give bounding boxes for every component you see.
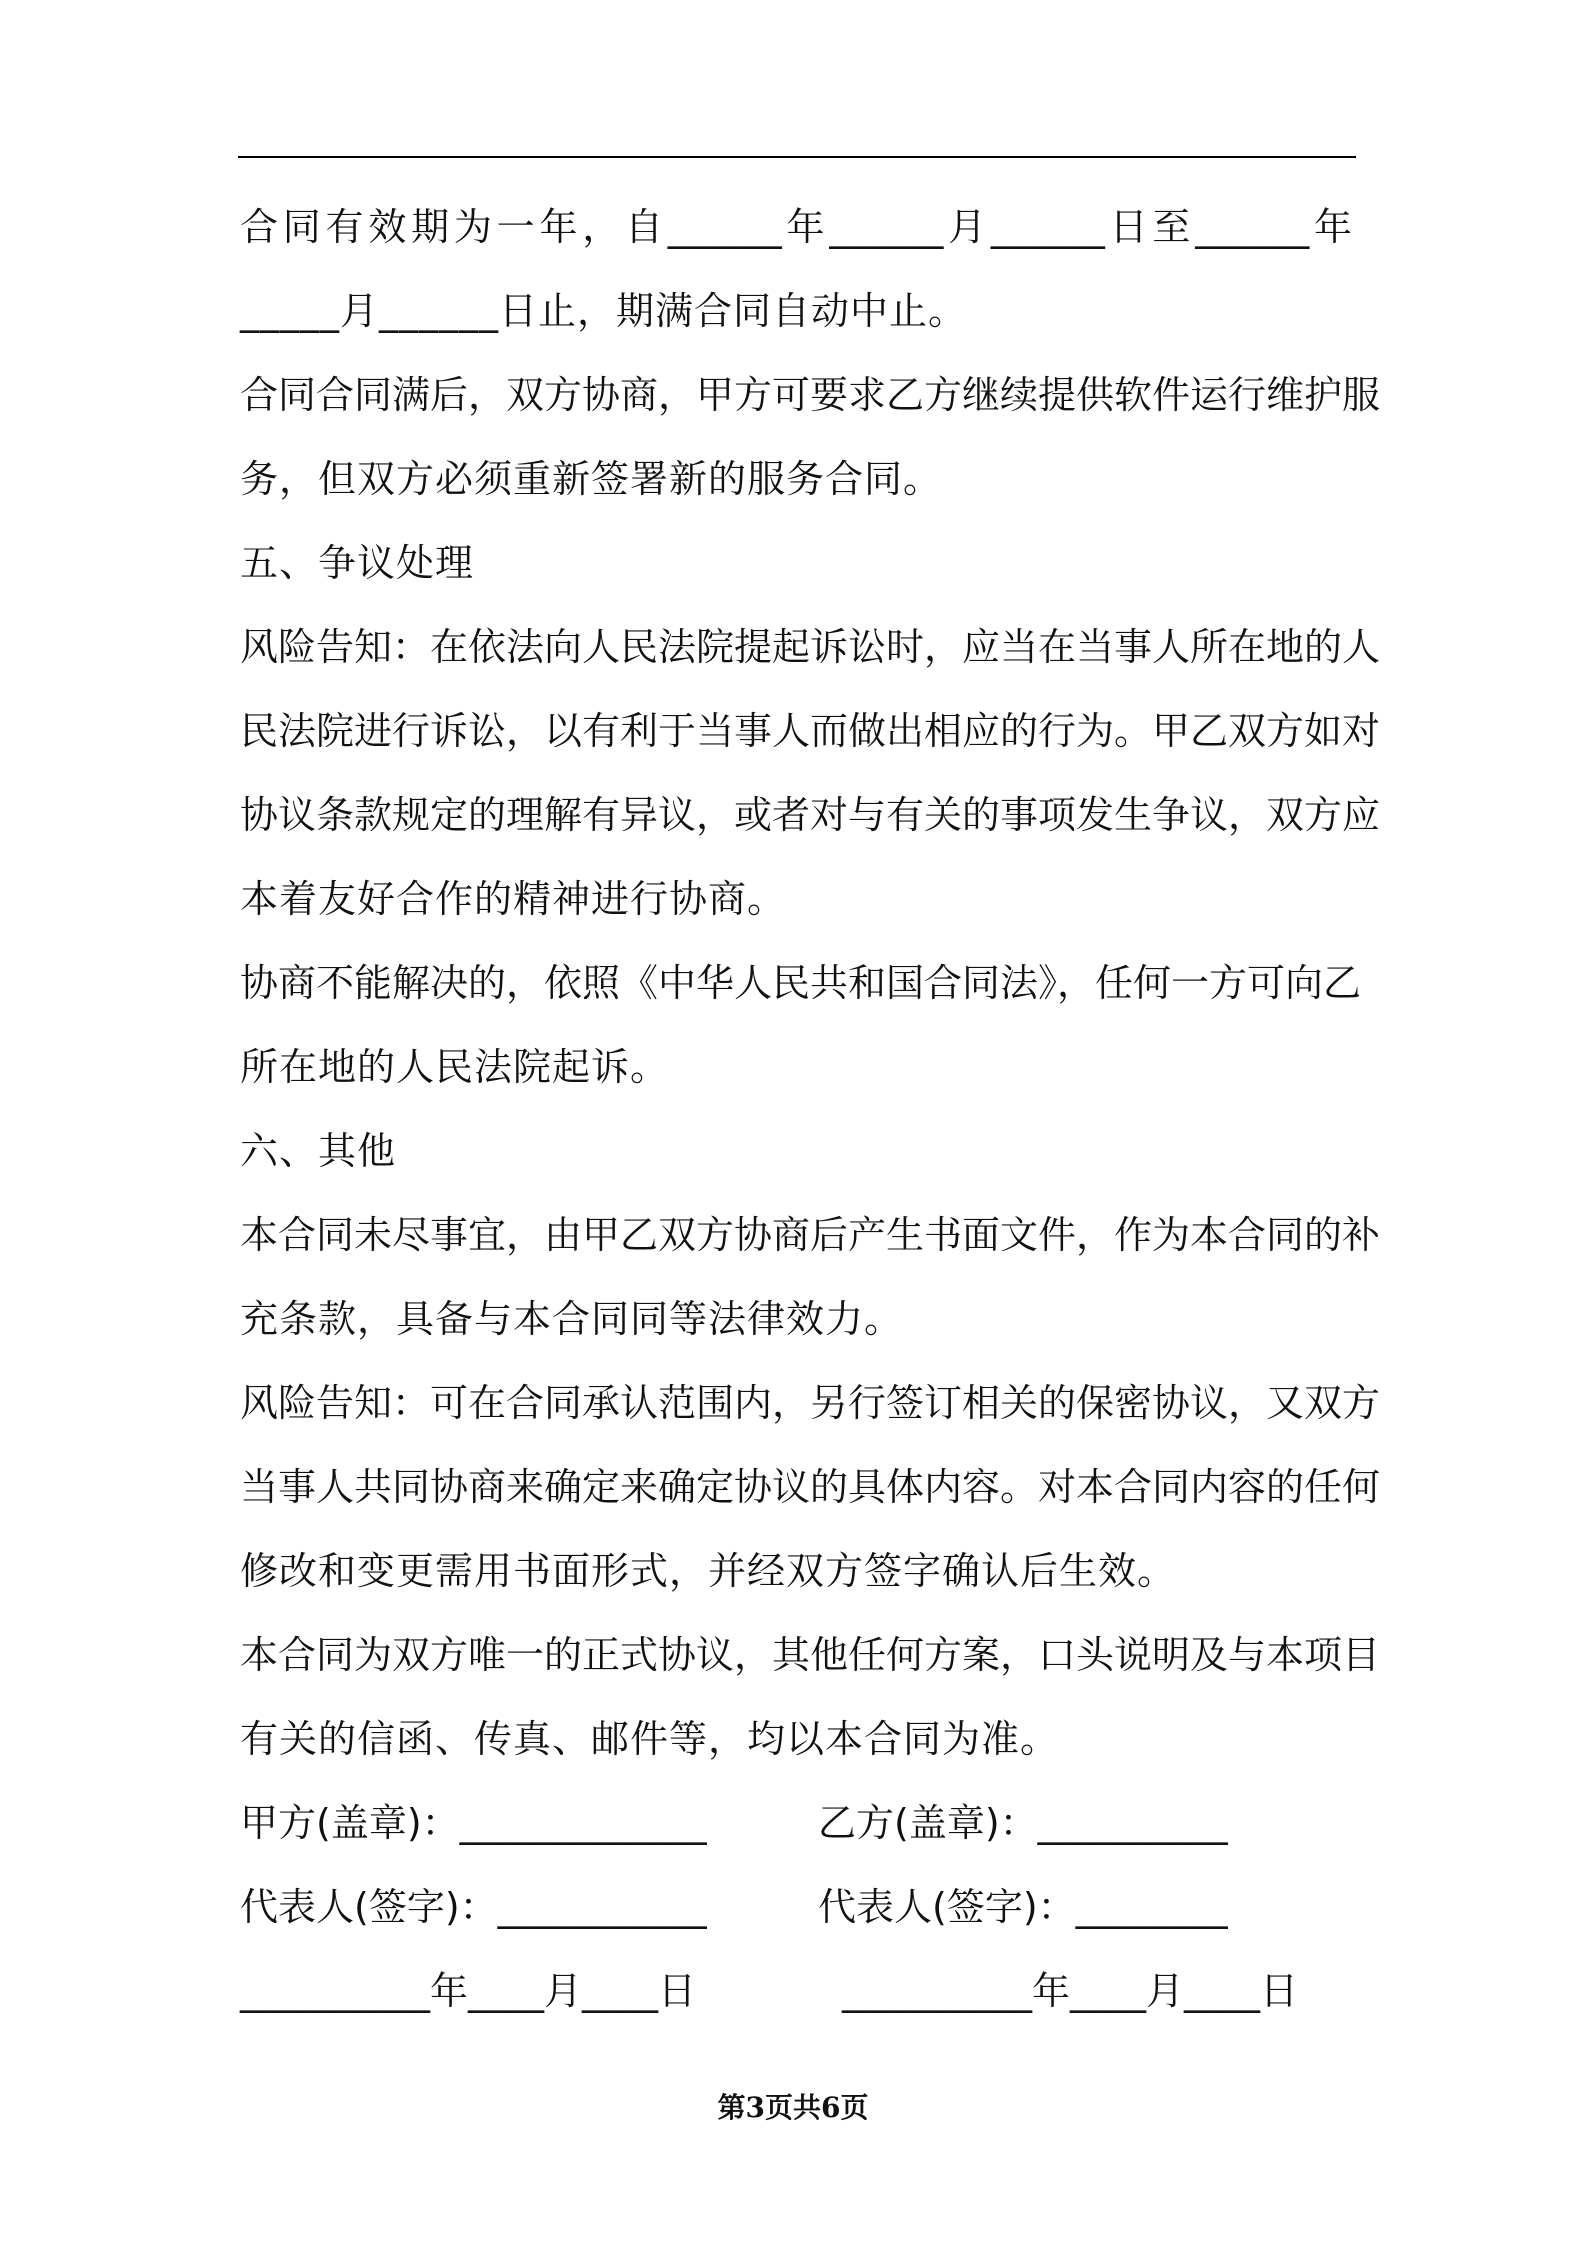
text-line: 修改和变更需用书面形式，并经双方签字确认后生效。 bbox=[240, 1549, 1177, 1593]
party-a-date-field: __________年____月____日 bbox=[240, 1969, 697, 2013]
text-line: 充条款，具备与本合同同等法律效力。 bbox=[240, 1297, 904, 1341]
text-line: 合同合同满后，双方协商，甲方可要求乙方继续提供软件运行维护服 bbox=[240, 373, 1381, 417]
text-line: 风险告知：在依法向人民法院提起诉讼时，应当在当事人所在地的人 bbox=[240, 625, 1381, 669]
party-a-seal-field: 甲方(盖章)：_____________ bbox=[240, 1801, 707, 1845]
section-heading: 六、其他 bbox=[240, 1129, 397, 1173]
text-line: 务，但双方必须重新签署新的服务合同。 bbox=[240, 457, 943, 501]
text-line: 风险告知：可在合同承认范围内，另行签订相关的保密协议，又双方 bbox=[240, 1381, 1381, 1425]
text-line: 协议条款规定的理解有异议，或者对与有关的事项发生争议，双方应 bbox=[240, 793, 1381, 837]
text-line: 所在地的人民法院起诉。 bbox=[240, 1045, 670, 1089]
text-line: 当事人共同协商来确定来确定协议的具体内容。对本合同内容的任何 bbox=[240, 1465, 1381, 1509]
party-b-seal-field: 乙方(盖章)：__________ bbox=[818, 1801, 1228, 1845]
text-line: 本着友好合作的精神进行协商。 bbox=[240, 877, 787, 921]
text-line: 民法院进行诉讼，以有利于当事人而做出相应的行为。甲乙双方如对 bbox=[240, 709, 1381, 753]
text-line: _____月______日止，期满合同自动中止。 bbox=[240, 289, 968, 333]
party-a-representative-field: 代表人(签字)：___________ bbox=[240, 1885, 707, 1929]
text-line: 合同有效期为一年，自______年______月______日至______年 bbox=[240, 205, 1352, 249]
section-heading: 五、争议处理 bbox=[240, 541, 475, 585]
text-line: 本合同未尽事宜，由甲乙双方协商后产生书面文件，作为本合同的补 bbox=[240, 1213, 1381, 1257]
party-b-date-field: __________年____月____日 bbox=[842, 1969, 1299, 2013]
text-line: 有关的信函、传真、邮件等，均以本合同为准。 bbox=[240, 1717, 1060, 1761]
text-line: 本合同为双方唯一的正式协议，其他任何方案，口头说明及与本项目 bbox=[240, 1633, 1381, 1677]
text-line: 协商不能解决的，依照《中华人民共和国合同法》，任何一方可向乙 bbox=[240, 961, 1362, 1005]
header-rule bbox=[238, 156, 1356, 158]
party-b-representative-field: 代表人(签字)：________ bbox=[818, 1885, 1228, 1929]
page-number: 第3页共6页 bbox=[717, 2091, 869, 2124]
